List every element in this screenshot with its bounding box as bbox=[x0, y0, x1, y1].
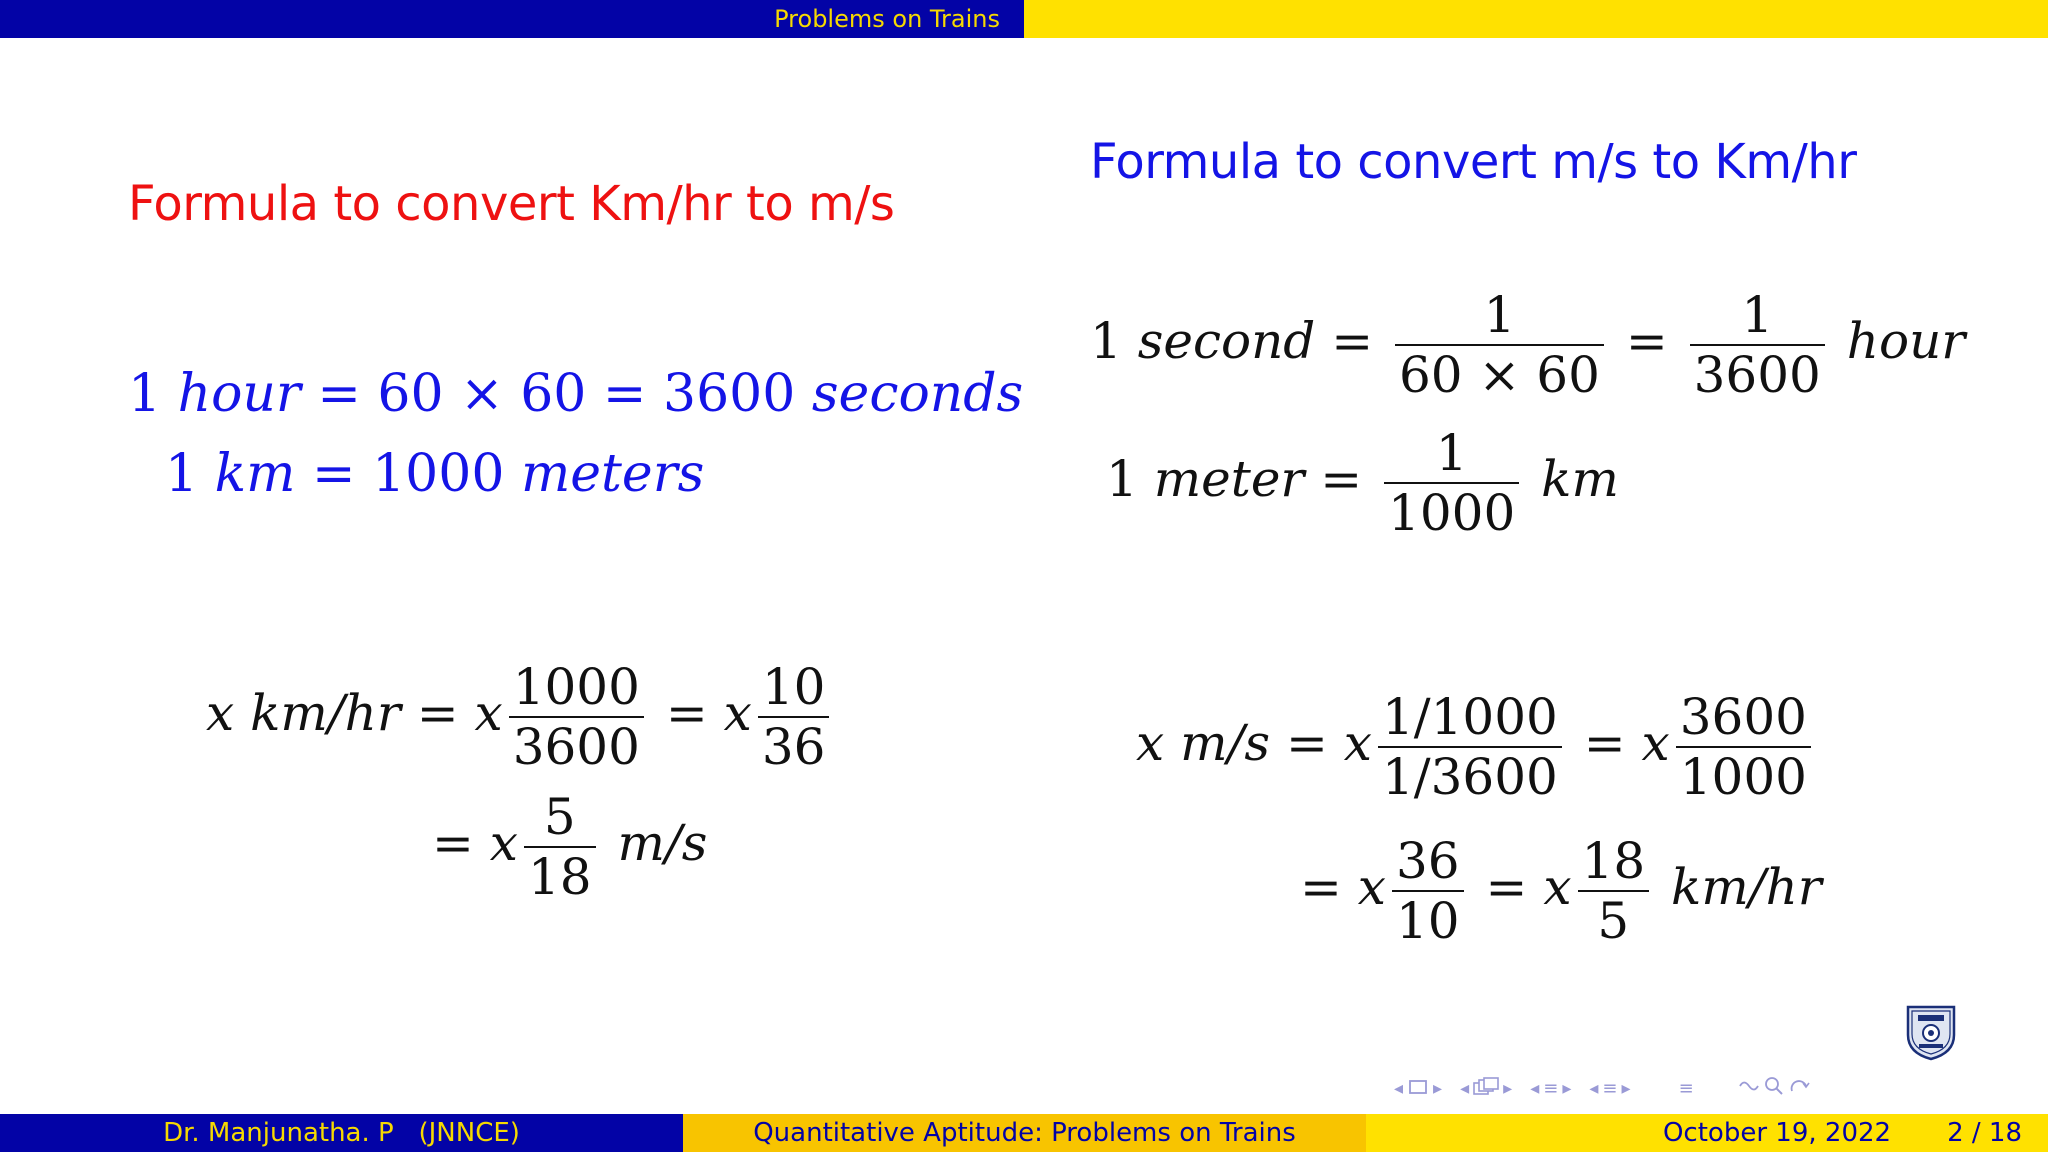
fact-number: 1 bbox=[128, 364, 162, 424]
nav-subsection-next-icon[interactable]: ▸ bbox=[1503, 1077, 1513, 1099]
variable-x: x bbox=[1357, 858, 1386, 916]
section-title[interactable]: Problems on Trains bbox=[774, 5, 1000, 33]
fact-unit: second bbox=[1137, 312, 1316, 370]
left-equation-2: = x $\frac{5}{18}$ m/s bbox=[432, 788, 708, 906]
nav-frame-icon[interactable] bbox=[1409, 1078, 1427, 1099]
college-logo-icon bbox=[1904, 1003, 1958, 1061]
nav-search-icon[interactable] bbox=[1764, 1076, 1784, 1101]
footer-course[interactable]: Quantitative Aptitude: Problems on Trains bbox=[753, 1118, 1296, 1148]
nav-section-prev-icon[interactable]: ◂ bbox=[1530, 1077, 1540, 1099]
equation-unit: m/s bbox=[1180, 714, 1271, 772]
nav-outline-icon[interactable]: ≡ bbox=[1678, 1077, 1694, 1099]
fact-result-unit: seconds bbox=[811, 364, 1024, 424]
footer-author[interactable]: Dr. Manjunatha. P (JNNCE) bbox=[163, 1118, 520, 1148]
left-fact-hours bbox=[128, 364, 1024, 424]
fact-result-unit: hour bbox=[1846, 312, 1966, 370]
variable-x: x bbox=[206, 684, 235, 742]
fact-result-unit: km bbox=[1541, 450, 1619, 508]
variable-x: x bbox=[1543, 858, 1572, 916]
fraction: $\frac{1/1000}{1/3600}$ bbox=[1378, 692, 1562, 802]
fact-expression: = 60 × 60 = 3600 bbox=[317, 364, 796, 424]
navigation-bar bbox=[1394, 1074, 2034, 1102]
nav-subsection-prev-icon[interactable]: ◂ bbox=[1460, 1077, 1470, 1099]
fact-number: 1 bbox=[165, 444, 199, 504]
footer-date: October 19, 2022 bbox=[1662, 1118, 1892, 1148]
nav-section-next-icon[interactable]: ▸ bbox=[1562, 1077, 1572, 1099]
right-fact-seconds: 1 second = $\frac{1}{60 \times 60}$ = $\frac{1}{3600}$ hour bbox=[1090, 286, 1966, 404]
nav-frame-next-icon[interactable]: ▸ bbox=[1433, 1077, 1443, 1099]
fact-expression: = 1000 bbox=[311, 444, 505, 504]
left-equation-1: x km/hr = x $\frac{1000}{3600}$ = x $\frac{10}{36}$ bbox=[206, 662, 835, 772]
nav-back-icon[interactable] bbox=[1738, 1078, 1760, 1099]
page-number: 2 / 18 bbox=[1947, 1118, 2022, 1148]
nav-appendix-icon[interactable]: ≡ bbox=[1602, 1077, 1618, 1099]
right-equation-1: x m/s = x $\frac{1/1000}{1/3600}$ = x $\frac{3600}{1000}$ bbox=[1136, 692, 1817, 802]
fact-unit: km bbox=[214, 444, 296, 504]
fact-result-unit: meters bbox=[520, 444, 705, 504]
fraction: $\frac{1000}{3600}$ bbox=[509, 662, 644, 772]
nav-subsection-icon[interactable] bbox=[1473, 1077, 1499, 1100]
header-bar bbox=[0, 0, 2048, 38]
equation-unit: km/hr bbox=[250, 684, 401, 742]
fraction: $\frac{36}{10}$ bbox=[1392, 836, 1464, 946]
right-fact-meters: 1 meter = $\frac{1}{1000}$ km bbox=[1106, 424, 1619, 542]
equation-unit: m/s bbox=[617, 814, 708, 872]
equation-unit: km/hr bbox=[1671, 858, 1822, 916]
nav-appendix-prev-icon[interactable]: ◂ bbox=[1589, 1077, 1599, 1099]
fraction: $\frac{1}{3600}$ bbox=[1690, 290, 1825, 400]
fact-number: 1 bbox=[1106, 450, 1138, 508]
footer-date-block bbox=[1366, 1114, 2048, 1152]
left-heading: Formula to convert Km/hr to m/s bbox=[128, 176, 895, 232]
fraction: $\frac{3600}{1000}$ bbox=[1676, 692, 1811, 802]
left-fact-km bbox=[165, 444, 705, 504]
fact-unit: hour bbox=[177, 364, 301, 424]
variable-x: x bbox=[1136, 714, 1165, 772]
fraction: $\frac{10}{36}$ bbox=[758, 662, 830, 772]
variable-x: x bbox=[474, 684, 503, 742]
variable-x: x bbox=[489, 814, 518, 872]
fraction: $\frac{1}{60 \times 60}$ bbox=[1395, 290, 1604, 400]
header-right-block bbox=[1024, 0, 2048, 38]
nav-appendix-next-icon[interactable]: ▸ bbox=[1621, 1077, 1631, 1099]
footer-course-block bbox=[683, 1114, 1366, 1152]
header-left-block bbox=[0, 0, 1024, 38]
right-heading: Formula to convert m/s to Km/hr bbox=[1090, 134, 1857, 190]
footer-bar bbox=[0, 1114, 2048, 1152]
footer-author-block bbox=[0, 1114, 683, 1152]
nav-section-icon[interactable]: ≡ bbox=[1543, 1077, 1559, 1099]
variable-x: x bbox=[723, 684, 752, 742]
fraction: $\frac{1}{1000}$ bbox=[1384, 428, 1519, 538]
fraction: $\frac{5}{18}$ bbox=[524, 792, 596, 902]
variable-x: x bbox=[1641, 714, 1670, 772]
nav-forward-icon[interactable] bbox=[1788, 1077, 1810, 1100]
variable-x: x bbox=[1343, 714, 1372, 772]
right-equation-2: = x $\frac{36}{10}$ = x $\frac{18}{5}$ km/hr bbox=[1300, 832, 1822, 950]
fraction: $\frac{18}{5}$ bbox=[1578, 836, 1650, 946]
nav-frame-prev-icon[interactable]: ◂ bbox=[1394, 1077, 1404, 1099]
fact-number: 1 bbox=[1090, 312, 1122, 370]
fact-unit: meter bbox=[1153, 450, 1305, 508]
